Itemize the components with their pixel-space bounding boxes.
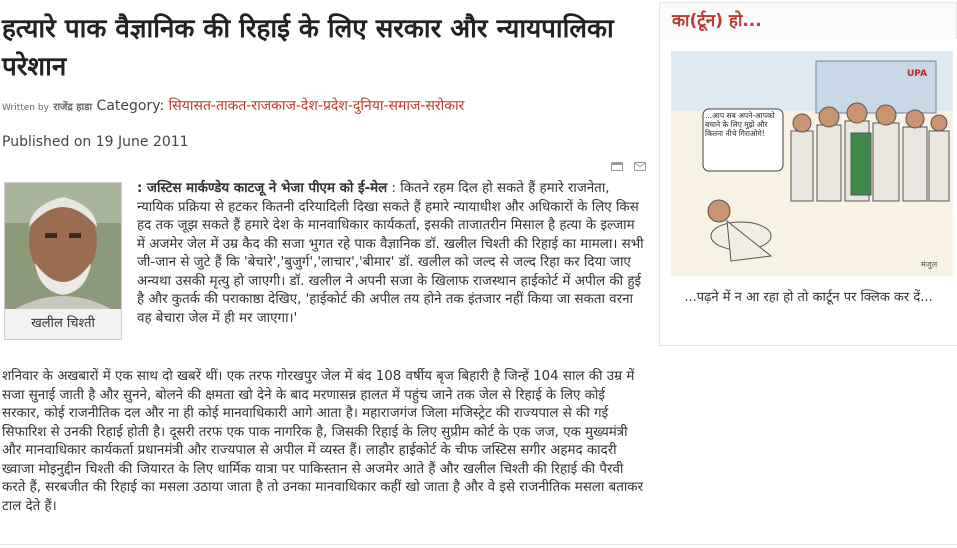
cartoon-speech: ...आप सब अपने-आपको बचाने के लिए मुझे और कितना नीचे गिराओगे! — [705, 111, 775, 138]
cartoon-caption[interactable]: ...पढ़ने में न आ रहा हो तो कार्टून पर क्लिक कर दें... — [684, 290, 933, 305]
category-label: Category: — [96, 98, 165, 114]
cartoon-image[interactable] — [671, 51, 953, 276]
cartoon-panel — [659, 39, 957, 346]
email-icon[interactable] — [634, 162, 646, 171]
cartoon-widget — [659, 2, 957, 347]
khalil-chishti-photo — [5, 183, 121, 309]
cartoon-widget-heading: का(र्टून) हो... — [659, 2, 957, 40]
written-by-label: Written by — [2, 103, 49, 113]
intro-lead: : जस्टिस मार्कण्डेय काटजू ने भेजा पीएम को ई-मेल — [137, 181, 388, 196]
article-tools — [611, 156, 646, 175]
photo-caption: खलील चिश्ती — [31, 316, 95, 331]
cartoon-signature: मंजुल — [921, 260, 938, 269]
intro-paragraph — [137, 180, 645, 328]
published-date: Published on 19 June 2011 — [2, 134, 189, 150]
photo-frame — [4, 182, 122, 340]
category-link[interactable]: सियासत-ताकत-राजकाज-देश-प्रदेश-दुनिया-समाज-सरोकार — [168, 98, 465, 114]
bottom-divider — [0, 544, 957, 545]
cartoon-label: UPA — [907, 69, 928, 79]
body-paragraph: शनिवार के अखबारों में एक साथ दो खबरें थीं। एक तरफ गोरखपुर जेल में बंद 108 वर्षीय बृज बिहारी है जिन्हें 104 साल की उम्र में सजा सुनाई जाती है और सुनने, बोलने की क्षमता खो देने के बाद मरणासन्न हालत में पहुंच जाने तक जेल से रिहाई के लिए कोई सरकार, कोई राजनीतिक दल और ना ही कोई मानवाधिकारी आगे आता है। महाराजगंज जिला मजिस्ट्रेट की राज्यपाल से की गई सिफारिश से उनकी रिहाई होती है। दूसरी तरफ एक पाक नागरिक है, जिसकी रिहाई के लिए सुप्रीम कोर्ट के एक जज, एक मुख्यमंत्री और मानवाधिकार कार्यकर्ता प्रधानमंत्री और राज्यपाल से अपील में व्यस्त हैं। लाहौर हाईकोर्ट के चीफ जस्टिस सगीर अहमद कादरी ख्वाजा मोइनुद्दीन चिश्ती की जियारत के लिए धार्मिक यात्रा पर पाकिस्तान से अजमेर आते हैं और खलील चिश्ती की रिहाई की पैरवी करते हैं, सरबजीत की रिहाई का मसला उठाया जाता है तो उनका मानवाधिकार कहीं खो जाता है और वे इसे राजनीतिक मसला बताकर टाल देते हैं। — [2, 369, 644, 514]
print-icon[interactable] — [611, 162, 623, 171]
author-name: राजेंद्र हाडा — [53, 102, 93, 113]
article-meta — [2, 96, 642, 118]
intro-text: : कितने रहम दिल हो सकते हैं हमारे राजनेता, न्यायिक प्रक्रिया से हटकर कितनी दरियादिली दिखा सकते हैं हमारे न्यायाधीश और अधिकारों के लिए किस हद तक जूझ सकते हैं हमारे देश के मानवाधिकार कार्यकर्ता, इसकी ताजातरीन मिसाल है हत्या के इल्जाम में अजमेर जेल में उम्र कैद की सजा भुगत रहे पाक वैज्ञानिक डॉ. खलील चिश्ती की रिहाई का मामला। सभी जी-जान से जुटे हैं कि 'बेचारे','बुजुर्ग','लाचार','बीमार' डॉ. खलील को जल्द से जल्द रिहा कर दिया जाए अन्यथा उसकी मृत्यु हो जाएगी। डॉ. खलील ने अपनी सजा के खिलाफ राजस्थान हाईकोर्ट में अपील की हुई है और कुतर्क की पराकाष्ठा देखिए, 'हाईकोर्ट की अपील तय होने तक इंतजार नहीं किया जा सकता वरना वह बेचारा जेल में ही मर जाएगा।' — [137, 181, 644, 326]
article-title[interactable]: हत्यारे पाक वैज्ञानिक की रिहाई के लिए सरकार और न्यायपालिका परेशान — [2, 14, 614, 82]
